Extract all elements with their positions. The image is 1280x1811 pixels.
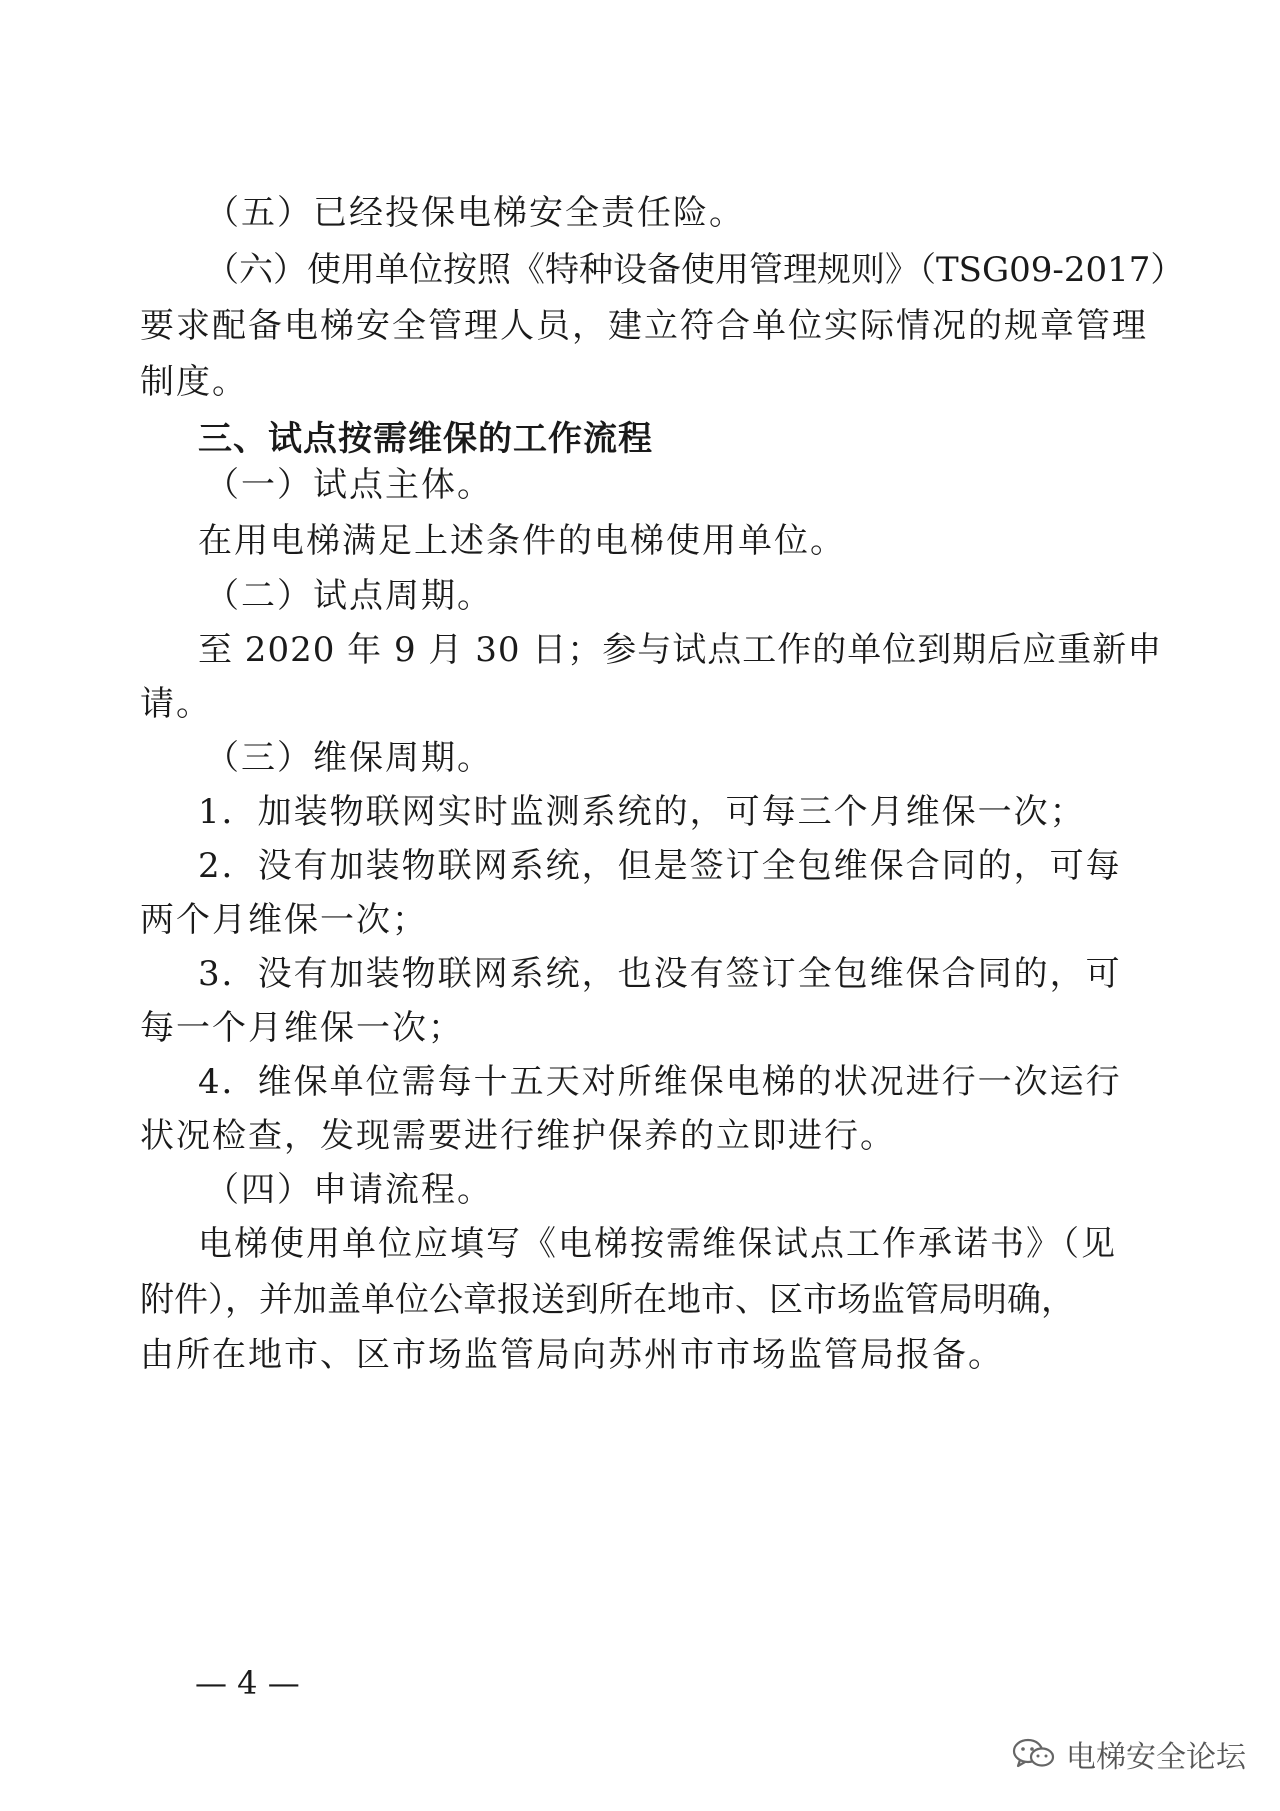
page-number: — 4 — bbox=[195, 1664, 300, 1702]
list-item-4: 4．维保单位需每十五天对所维保电梯的状况进行一次运行 bbox=[198, 1062, 1122, 1102]
paragraph-application: 电梯使用单位应填写《电梯按需维保试点工作承诺书》（见 bbox=[198, 1224, 1117, 1264]
list-item-4-cont: 状况检查，发现需要进行维护保养的立即进行。 bbox=[140, 1116, 896, 1156]
subheading-three: （三）维保周期。 bbox=[205, 738, 493, 778]
watermark-text: 电梯安全论坛 bbox=[1066, 1740, 1246, 1775]
paragraph-item-six-cont-2: 制度。 bbox=[140, 362, 248, 402]
paragraph-subject: 在用电梯满足上述条件的电梯使用单位。 bbox=[198, 521, 846, 561]
section-heading: 三、试点按需维保的工作流程 bbox=[198, 419, 653, 459]
paragraph-application-cont-1: 附件），并加盖单位公章报送到所在地市、区市场监管局明确， bbox=[140, 1280, 1075, 1320]
list-item-3-cont: 每一个月维保一次； bbox=[140, 1008, 464, 1048]
watermark bbox=[1012, 1732, 1246, 1776]
paragraph-item-five: （五）已经投保电梯安全责任险。 bbox=[205, 193, 745, 233]
wechat-icon bbox=[1012, 1737, 1056, 1771]
list-item-2: 2．没有加装物联网系统，但是签订全包维保合同的，可每 bbox=[198, 846, 1122, 886]
paragraph-application-cont-2: 由所在地市、区市场监管局向苏州市市场监管局报备。 bbox=[140, 1335, 1004, 1375]
list-item-3: 3．没有加装物联网系统，也没有签订全包维保合同的，可 bbox=[198, 954, 1122, 994]
paragraph-period: 至 2020 年 9 月 30 日；参与试点工作的单位到期后应重新申 bbox=[198, 630, 1163, 670]
subheading-two: （二）试点周期。 bbox=[205, 576, 493, 616]
paragraph-period-cont: 请。 bbox=[140, 684, 212, 724]
paragraph-item-six: （六）使用单位按照《特种设备使用管理规则》（TSG09-2017） bbox=[205, 250, 1185, 290]
subheading-one: （一）试点主体。 bbox=[205, 465, 493, 505]
list-item-1: 1．加装物联网实时监测系统的，可每三个月维保一次； bbox=[198, 792, 1086, 832]
paragraph-item-six-cont-1: 要求配备电梯安全管理人员，建立符合单位实际情况的规章管理 bbox=[140, 306, 1148, 346]
list-item-2-cont: 两个月维保一次； bbox=[140, 900, 428, 940]
subheading-four: （四）申请流程。 bbox=[205, 1170, 493, 1210]
